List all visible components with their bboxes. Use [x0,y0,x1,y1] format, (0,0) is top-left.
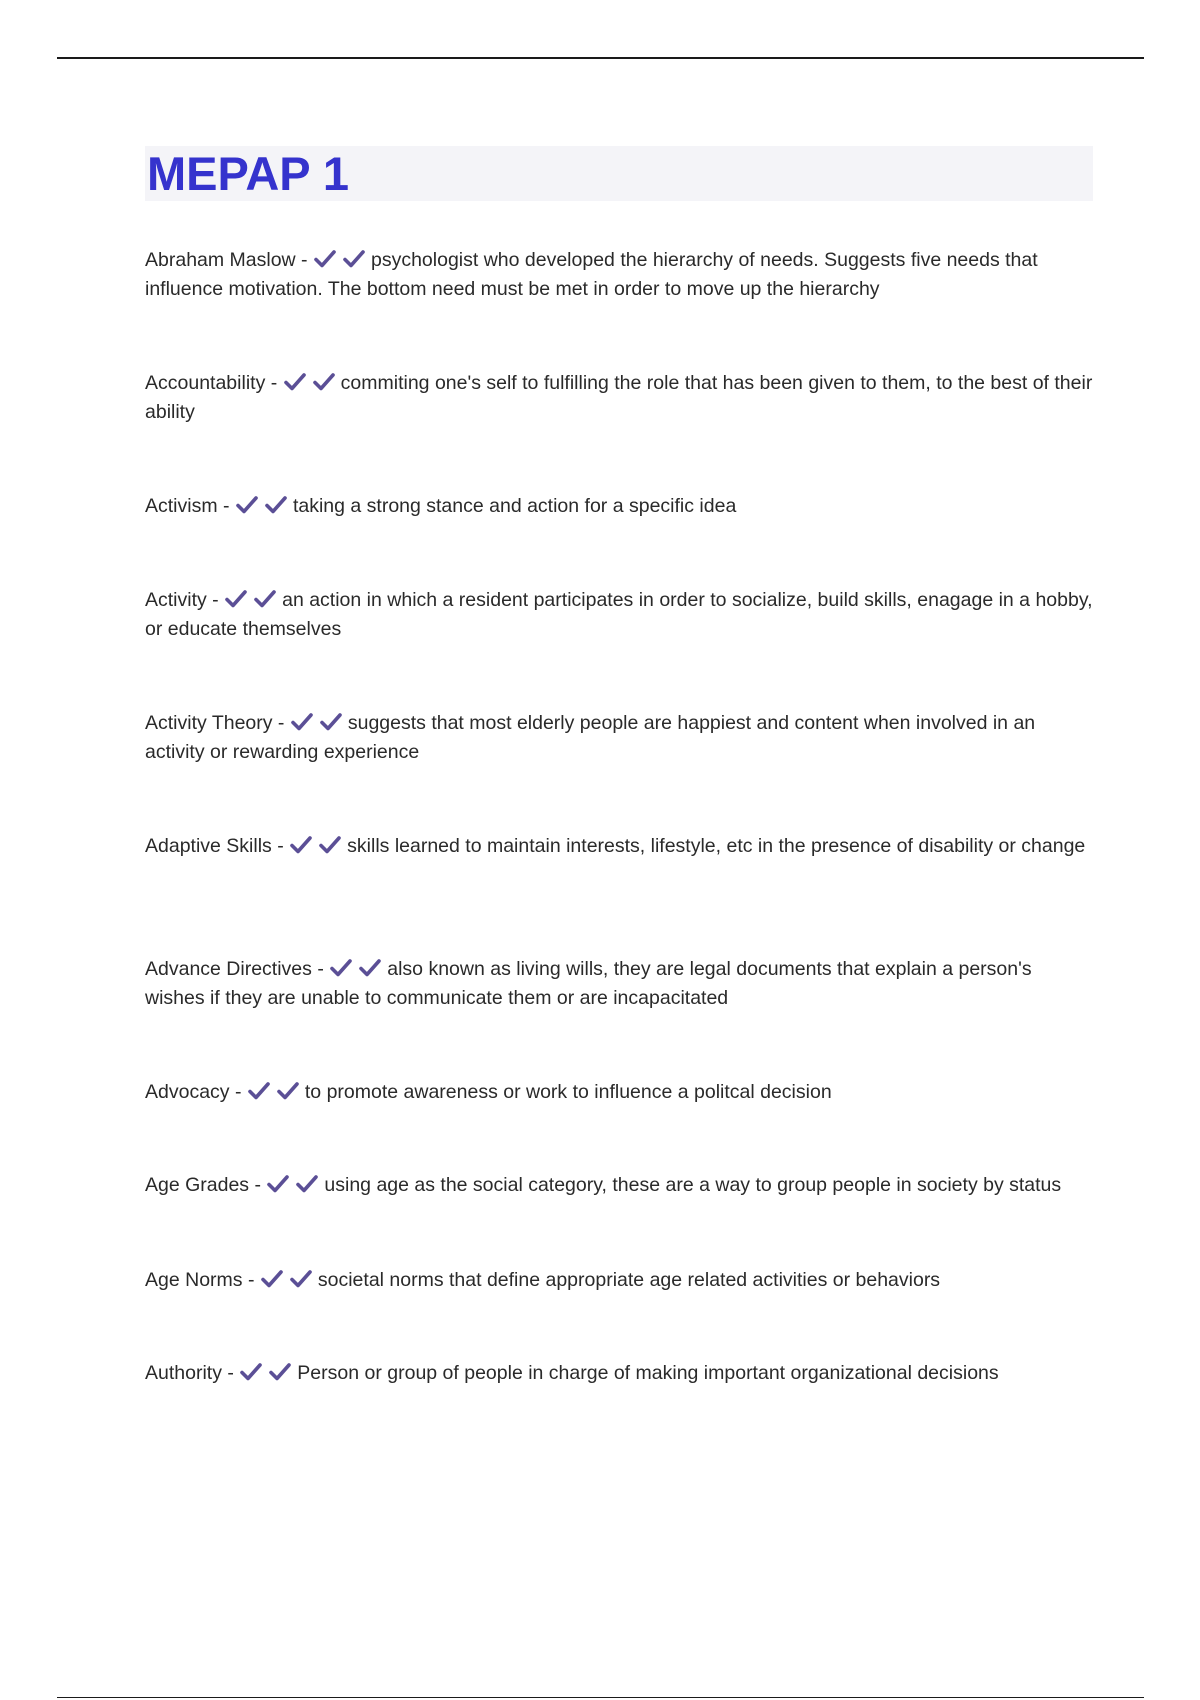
entry-separator: - [271,835,290,857]
check-icon [283,372,307,392]
check-icon [313,249,337,269]
definition-entry [145,1171,1095,1200]
check-icon [289,835,313,855]
definition-entry [145,369,1095,427]
entry-definition: skills learned to maintain interests, lifestyle, etc in the presence of disability or change [347,835,1086,857]
entry-definition: Person or group of people in charge of making important organizational decisions [297,1362,999,1384]
entry-term: Accountability [145,372,266,394]
entry-term: Authority [145,1362,222,1384]
check-icon [358,958,382,978]
entry-definition: suggests that most elderly people are happiest and content when involved in an activity or rewarding experience [145,712,1036,763]
check-icon [260,1269,284,1289]
definition-entry [145,955,1095,1013]
entry-separator: - [311,958,330,980]
definition-entry [145,1078,1095,1107]
entry-definition: an action in which a resident participates in order to socialize, build skills, enagage in a hobby, or educate themselves [145,589,1093,640]
check-icon [318,835,342,855]
entry-definition: taking a strong stance and action for a specific idea [292,495,737,517]
top-rule [57,57,1144,59]
check-icon [266,1174,290,1194]
page-title: MEPAP 1 [147,147,349,200]
entry-separator: - [217,495,235,517]
check-icon [247,1081,271,1101]
entry-term: Advocacy [145,1081,230,1103]
entry-definition: societal norms that define appropriate age related activities or behaviors [317,1269,941,1291]
entry-definition: psychologist who developed the hierarchy of needs. Suggests five needs that influence motivation. The bottom need must be met in order to move up the hierarchy [145,249,1038,300]
entry-separator: - [229,1081,247,1103]
bottom-rule [57,1697,1144,1698]
entry-term: Activity Theory [145,712,273,734]
entry-separator: - [249,1174,267,1196]
check-icon [342,249,366,269]
check-icon [224,589,248,609]
entry-separator: - [295,249,313,271]
check-icon [329,958,353,978]
check-icon [253,589,277,609]
entry-term: Activity [145,589,207,611]
check-icon [295,1174,319,1194]
entry-term: Age Grades [145,1174,250,1196]
check-icon [319,712,343,732]
definition-entry [145,246,1095,304]
entry-definition: to promote awareness or work to influence a politcal decision [304,1081,832,1103]
entry-separator: - [265,372,283,394]
check-icon [312,372,336,392]
entry-definition: commiting one's self to fulfilling the role that has been given to them, to the best of their ability [145,372,1093,423]
definition-entry [145,1266,1095,1295]
entry-separator: - [272,712,290,734]
check-icon [239,1362,263,1382]
entry-definition: also known as living wills, they are legal documents that explain a person's wishes if they are unable to communicate them or are incapacitated [145,958,1032,1009]
entry-term: Age Norms [145,1269,243,1291]
entry-term: Abraham Maslow [145,249,296,271]
check-icon [268,1362,292,1382]
check-icon [264,495,288,515]
title-bar [145,146,1093,201]
check-icon [235,495,259,515]
definition-entry [145,832,1095,861]
entry-term: Activism [145,495,218,517]
definition-entry [145,1359,1095,1388]
check-icon [289,1269,313,1289]
entry-term: Adaptive Skills [145,835,272,857]
entry-term: Advance Directives [145,958,312,980]
definition-entry [145,709,1095,767]
entry-separator: - [242,1269,260,1291]
check-icon [290,712,314,732]
entry-separator: - [221,1362,240,1384]
entry-separator: - [206,589,225,611]
entry-definition: using age as the social category, these are a way to group people in society by status [324,1174,1062,1196]
definition-entry [145,586,1095,644]
definition-entry [145,492,1095,521]
check-icon [276,1081,300,1101]
